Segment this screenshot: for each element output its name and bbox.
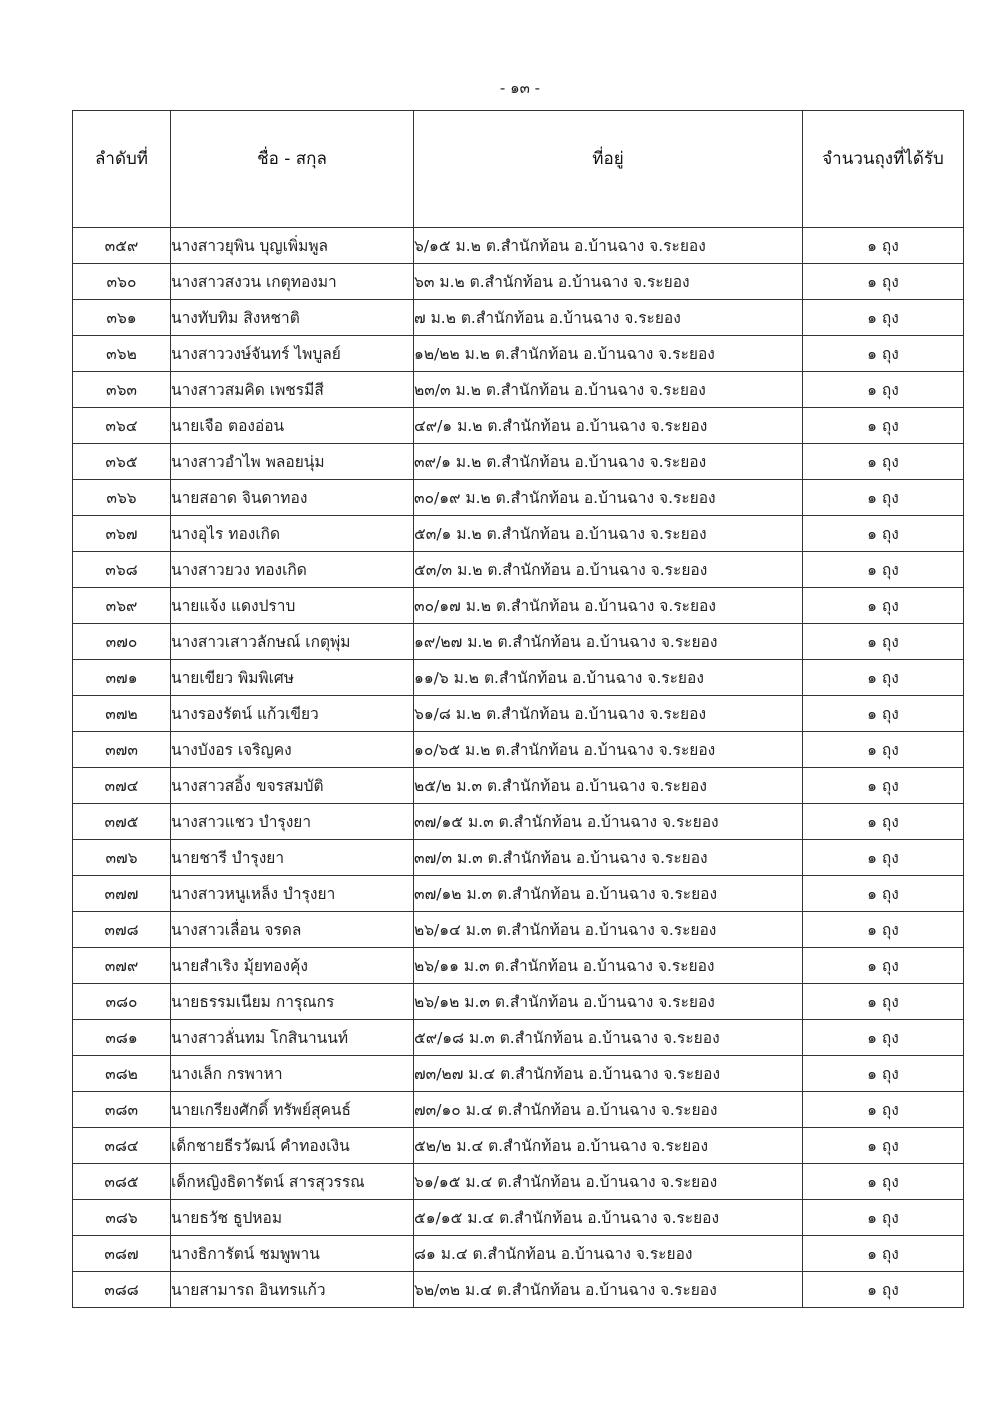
row-name: นางสาวสมคิด เพชรมีสี bbox=[171, 372, 414, 408]
table-row bbox=[73, 696, 964, 732]
table-row bbox=[73, 480, 964, 516]
table-row bbox=[73, 1272, 964, 1308]
row-name: นายธรรมเนียม การุณกร bbox=[171, 984, 414, 1020]
row-number: ๓๗๑ bbox=[73, 660, 171, 696]
row-quantity: ๑ ถุง bbox=[803, 624, 964, 660]
table-row bbox=[73, 1236, 964, 1272]
row-number: ๓๖๘ bbox=[73, 552, 171, 588]
row-name: นางเล็ก กรพาหา bbox=[171, 1056, 414, 1092]
row-address: ๓๙/๑ ม.๒ ต.สำนักท้อน อ.บ้านฉาง จ.ระยอง bbox=[414, 444, 803, 480]
row-quantity: ๑ ถุง bbox=[803, 1164, 964, 1200]
row-name: นางสาวสอิ้ง ขจรสมบัติ bbox=[171, 768, 414, 804]
table-row bbox=[73, 804, 964, 840]
table-row bbox=[73, 1092, 964, 1128]
row-number: ๓๘๔ bbox=[73, 1128, 171, 1164]
row-address: ๕๓/๓ ม.๒ ต.สำนักท้อน อ.บ้านฉาง จ.ระยอง bbox=[414, 552, 803, 588]
row-name: นางสาวลั่นทม โกสินานนท์ bbox=[171, 1020, 414, 1056]
header-address: ที่อยู่ bbox=[414, 111, 803, 228]
row-number: ๓๘๑ bbox=[73, 1020, 171, 1056]
row-quantity: ๑ ถุง bbox=[803, 300, 964, 336]
table-row bbox=[73, 300, 964, 336]
row-quantity: ๑ ถุง bbox=[803, 732, 964, 768]
row-quantity: ๑ ถุง bbox=[803, 696, 964, 732]
row-name: นายสามารถ อินทรแก้ว bbox=[171, 1272, 414, 1308]
row-address: ๓๗/๑๕ ม.๓ ต.สำนักท้อน อ.บ้านฉาง จ.ระยอง bbox=[414, 804, 803, 840]
table-row bbox=[73, 1020, 964, 1056]
row-number: ๓๖๑ bbox=[73, 300, 171, 336]
row-quantity: ๑ ถุง bbox=[803, 408, 964, 444]
row-quantity: ๑ ถุง bbox=[803, 804, 964, 840]
row-number: ๓๖๒ bbox=[73, 336, 171, 372]
table-row bbox=[73, 732, 964, 768]
row-quantity: ๑ ถุง bbox=[803, 912, 964, 948]
row-name: นางสาวยุพิน บุญเพิ่มพูล bbox=[171, 228, 414, 264]
row-name: นายเจือ ตองอ่อน bbox=[171, 408, 414, 444]
row-name: นายสอาด จินดาทอง bbox=[171, 480, 414, 516]
row-name: นางสาววงษ์จันทร์ ไพบูลย์ bbox=[171, 336, 414, 372]
table-row bbox=[73, 984, 964, 1020]
row-name: นางรองรัตน์ แก้วเขียว bbox=[171, 696, 414, 732]
row-quantity: ๑ ถุง bbox=[803, 588, 964, 624]
row-number: ๓๕๙ bbox=[73, 228, 171, 264]
row-quantity: ๑ ถุง bbox=[803, 840, 964, 876]
row-number: ๓๗๓ bbox=[73, 732, 171, 768]
row-quantity: ๑ ถุง bbox=[803, 660, 964, 696]
row-address: ๖๒/๓๒ ม.๔ ต.สำนักท้อน อ.บ้านฉาง จ.ระยอง bbox=[414, 1272, 803, 1308]
row-number: ๓๗๖ bbox=[73, 840, 171, 876]
row-quantity: ๑ ถุง bbox=[803, 1056, 964, 1092]
row-name: นายแจ้ง แดงปราบ bbox=[171, 588, 414, 624]
row-number: ๓๗๒ bbox=[73, 696, 171, 732]
table-row bbox=[73, 1128, 964, 1164]
row-quantity: ๑ ถุง bbox=[803, 552, 964, 588]
row-quantity: ๑ ถุง bbox=[803, 984, 964, 1020]
row-address: ๑๙/๒๗ ม.๒ ต.สำนักท้อน อ.บ้านฉาง จ.ระยอง bbox=[414, 624, 803, 660]
row-number: ๓๗๗ bbox=[73, 876, 171, 912]
row-quantity: ๑ ถุง bbox=[803, 1128, 964, 1164]
row-name: เด็กชายธีรวัฒน์ คำทองเงิน bbox=[171, 1128, 414, 1164]
row-quantity: ๑ ถุง bbox=[803, 1236, 964, 1272]
row-number: ๓๗๔ bbox=[73, 768, 171, 804]
row-address: ๖๑/๑๕ ม.๔ ต.สำนักท้อน อ.บ้านฉาง จ.ระยอง bbox=[414, 1164, 803, 1200]
row-number: ๓๘๗ bbox=[73, 1236, 171, 1272]
row-name: นางสาวแชว บำรุงยา bbox=[171, 804, 414, 840]
row-address: ๑๐/๖๕ ม.๒ ต.สำนักท้อน อ.บ้านฉาง จ.ระยอง bbox=[414, 732, 803, 768]
row-number: ๓๖๗ bbox=[73, 516, 171, 552]
table-row bbox=[73, 876, 964, 912]
row-address: ๘๑ ม.๔ ต.สำนักท้อน อ.บ้านฉาง จ.ระยอง bbox=[414, 1236, 803, 1272]
row-address: ๖/๑๕ ม.๒ ต.สำนักท้อน อ.บ้านฉาง จ.ระยอง bbox=[414, 228, 803, 264]
table-row bbox=[73, 660, 964, 696]
row-address: ๗ ม.๒ ต.สำนักท้อน อ.บ้านฉาง จ.ระยอง bbox=[414, 300, 803, 336]
table-row bbox=[73, 840, 964, 876]
row-number: ๓๖๙ bbox=[73, 588, 171, 624]
row-name: นางสาวสงวน เกตุทองมา bbox=[171, 264, 414, 300]
row-quantity: ๑ ถุง bbox=[803, 948, 964, 984]
row-name: นางสาวหนูเหล็ง บำรุงยา bbox=[171, 876, 414, 912]
table-row bbox=[73, 588, 964, 624]
row-quantity: ๑ ถุง bbox=[803, 444, 964, 480]
row-address: ๑๒/๒๒ ม.๒ ต.สำนักท้อน อ.บ้านฉาง จ.ระยอง bbox=[414, 336, 803, 372]
row-address: ๒๖/๑๒ ม.๓ ต.สำนักท้อน อ.บ้านฉาง จ.ระยอง bbox=[414, 984, 803, 1020]
table-row bbox=[73, 1056, 964, 1092]
row-name: นางธิการัตน์ ชมพูพาน bbox=[171, 1236, 414, 1272]
row-address: ๖๑/๘ ม.๒ ต.สำนักท้อน อ.บ้านฉาง จ.ระยอง bbox=[414, 696, 803, 732]
row-name: นางอุไร ทองเกิด bbox=[171, 516, 414, 552]
table-row bbox=[73, 444, 964, 480]
row-number: ๓๘๕ bbox=[73, 1164, 171, 1200]
row-number: ๓๗๐ bbox=[73, 624, 171, 660]
row-quantity: ๑ ถุง bbox=[803, 480, 964, 516]
table-row bbox=[73, 912, 964, 948]
row-quantity: ๑ ถุง bbox=[803, 1092, 964, 1128]
table-body bbox=[73, 228, 964, 1308]
row-address: ๓๗/๑๒ ม.๓ ต.สำนักท้อน อ.บ้านฉาง จ.ระยอง bbox=[414, 876, 803, 912]
header-name: ชื่อ - สกุล bbox=[171, 111, 414, 228]
row-quantity: ๑ ถุง bbox=[803, 264, 964, 300]
row-name: นายเขียว พิมพิเศษ bbox=[171, 660, 414, 696]
row-name: นางสาวเสาวลักษณ์ เกตุพุ่ม bbox=[171, 624, 414, 660]
row-number: ๓๗๘ bbox=[73, 912, 171, 948]
row-quantity: ๑ ถุง bbox=[803, 1272, 964, 1308]
row-address: ๒๕/๒ ม.๓ ต.สำนักท้อน อ.บ้านฉาง จ.ระยอง bbox=[414, 768, 803, 804]
table-row bbox=[73, 228, 964, 264]
table-row bbox=[73, 624, 964, 660]
table-row bbox=[73, 408, 964, 444]
row-number: ๓๗๙ bbox=[73, 948, 171, 984]
table-row bbox=[73, 1200, 964, 1236]
row-address: ๓๐/๑๗ ม.๒ ต.สำนักท้อน อ.บ้านฉาง จ.ระยอง bbox=[414, 588, 803, 624]
row-number: ๓๘๐ bbox=[73, 984, 171, 1020]
row-address: ๔๙/๑ ม.๒ ต.สำนักท้อน อ.บ้านฉาง จ.ระยอง bbox=[414, 408, 803, 444]
row-number: ๓๘๘ bbox=[73, 1272, 171, 1308]
header-quantity: จำนวนถุงที่ได้รับ bbox=[803, 111, 964, 228]
row-quantity: ๑ ถุง bbox=[803, 1020, 964, 1056]
row-number: ๓๘๖ bbox=[73, 1200, 171, 1236]
table-row bbox=[73, 336, 964, 372]
row-address: ๕๓/๑ ม.๒ ต.สำนักท้อน อ.บ้านฉาง จ.ระยอง bbox=[414, 516, 803, 552]
row-number: ๓๘๒ bbox=[73, 1056, 171, 1092]
row-number: ๓๖๕ bbox=[73, 444, 171, 480]
row-quantity: ๑ ถุง bbox=[803, 516, 964, 552]
row-quantity: ๑ ถุง bbox=[803, 336, 964, 372]
row-address: ๒๖/๑๑ ม.๓ ต.สำนักท้อน อ.บ้านฉาง จ.ระยอง bbox=[414, 948, 803, 984]
table-row bbox=[73, 948, 964, 984]
row-number: ๓๖๖ bbox=[73, 480, 171, 516]
row-address: ๒๖/๑๔ ม.๓ ต.สำนักท้อน อ.บ้านฉาง จ.ระยอง bbox=[414, 912, 803, 948]
table-row bbox=[73, 1164, 964, 1200]
row-address: ๗๓/๑๐ ม.๔ ต.สำนักท้อน อ.บ้านฉาง จ.ระยอง bbox=[414, 1092, 803, 1128]
table-row bbox=[73, 768, 964, 804]
page-number: - ๑๓ - bbox=[499, 79, 541, 97]
row-name: นายสำเริง มุ้ยทองคุ้ง bbox=[171, 948, 414, 984]
table-row bbox=[73, 372, 964, 408]
row-address: ๕๒/๒ ม.๔ ต.สำนักท้อน อ.บ้านฉาง จ.ระยอง bbox=[414, 1128, 803, 1164]
row-number: ๓๘๓ bbox=[73, 1092, 171, 1128]
row-quantity: ๑ ถุง bbox=[803, 1200, 964, 1236]
row-number: ๓๖๓ bbox=[73, 372, 171, 408]
row-name: นางสาวยวง ทองเกิด bbox=[171, 552, 414, 588]
row-number: ๓๗๕ bbox=[73, 804, 171, 840]
recipient-table bbox=[72, 110, 964, 1308]
row-number: ๓๖๐ bbox=[73, 264, 171, 300]
row-address: ๗๓/๒๗ ม.๔ ต.สำนักท้อน อ.บ้านฉาง จ.ระยอง bbox=[414, 1056, 803, 1092]
header-no: ลำดับที่ bbox=[73, 111, 171, 228]
row-address: ๒๓/๓ ม.๒ ต.สำนักท้อน อ.บ้านฉาง จ.ระยอง bbox=[414, 372, 803, 408]
row-address: ๓๗/๓ ม.๓ ต.สำนักท้อน อ.บ้านฉาง จ.ระยอง bbox=[414, 840, 803, 876]
row-name: นายธวัช ธูปหอม bbox=[171, 1200, 414, 1236]
row-name: นางสาวเลื่อน จรดล bbox=[171, 912, 414, 948]
row-address: ๕๙/๑๘ ม.๓ ต.สำนักท้อน อ.บ้านฉาง จ.ระยอง bbox=[414, 1020, 803, 1056]
row-quantity: ๑ ถุง bbox=[803, 372, 964, 408]
row-name: นางบังอร เจริญคง bbox=[171, 732, 414, 768]
row-name: นางสาวอำไพ พลอยนุ่ม bbox=[171, 444, 414, 480]
row-quantity: ๑ ถุง bbox=[803, 876, 964, 912]
row-name: นายเกรียงศักดิ์ ทรัพย์สุคนธ์ bbox=[171, 1092, 414, 1128]
row-quantity: ๑ ถุง bbox=[803, 228, 964, 264]
row-quantity: ๑ ถุง bbox=[803, 768, 964, 804]
table-header-row bbox=[73, 111, 964, 228]
row-name: นางทับทิม สิงหชาติ bbox=[171, 300, 414, 336]
row-address: ๕๑/๑๕ ม.๔ ต.สำนักท้อน อ.บ้านฉาง จ.ระยอง bbox=[414, 1200, 803, 1236]
row-number: ๓๖๔ bbox=[73, 408, 171, 444]
table-row bbox=[73, 264, 964, 300]
row-address: ๑๑/๖ ม.๒ ต.สำนักท้อน อ.บ้านฉาง จ.ระยอง bbox=[414, 660, 803, 696]
row-name: เด็กหญิงธิดารัตน์ สารสุวรรณ bbox=[171, 1164, 414, 1200]
row-address: ๖๓ ม.๒ ต.สำนักท้อน อ.บ้านฉาง จ.ระยอง bbox=[414, 264, 803, 300]
table-row bbox=[73, 516, 964, 552]
table-row bbox=[73, 552, 964, 588]
row-name: นายชารี บำรุงยา bbox=[171, 840, 414, 876]
row-address: ๓๐/๑๙ ม.๒ ต.สำนักท้อน อ.บ้านฉาง จ.ระยอง bbox=[414, 480, 803, 516]
